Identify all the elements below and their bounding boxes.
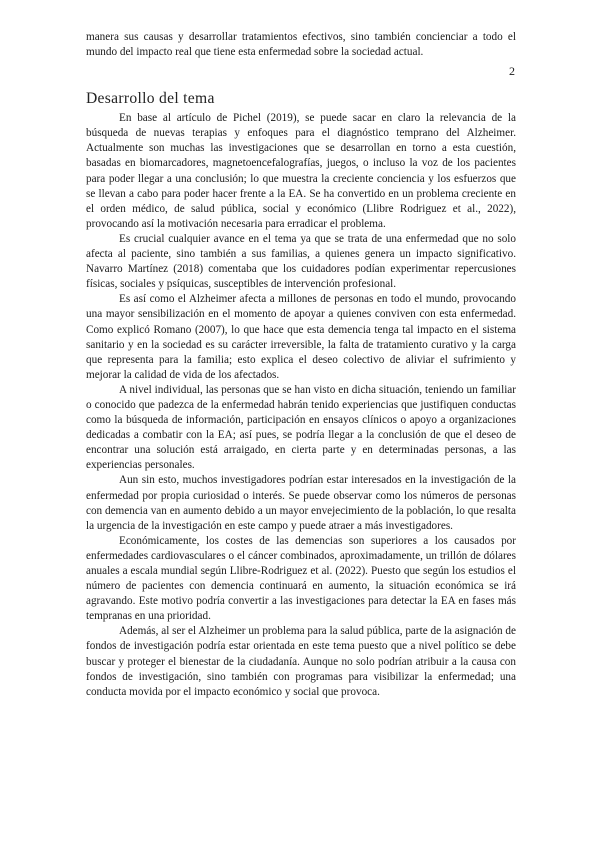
paragraph-awareness: Es así como el Alzheimer afecta a millones de personas en todo el mundo, provocando una mayor sensibilización en el momento de apoyar a quienes conviven con esta enfermedad. Como explicó Romano (2007), lo que hace que esta demencia tenga tal impacto en el sistema sanitario y en la sociedad es su carácter irreversible, la falta de tratamiento curativo y la carga que representa para la familia; esto explica el deseo colectivo de aliviar el sufrimiento y mejorar la calidad de vida de los afectados. (86, 293, 516, 381)
paragraph-individual: A nivel individual, las personas que se han visto en dicha situación, teniendo un familiar o conocido que padezca de la enfermedad habrán tenido experiencias que justifiquen conductas como la búsqueda de información, participación en ensayos clínicos o apoyo a organizaciones dedicadas a combatir con la EA; así pues, se podría llegar a la conclusión de que el deseo de encontrar una solución está arraigado, en cierta parte y en determinadas personas, a las experiencias personales. (86, 383, 516, 472)
paragraph-pichel: En base al artículo de Pichel (2019), se puede sacar en claro la relevancia de la búsqueda de nuevas terapias y enfoques para el diagnóstico temprano del Alzheimer. Actualmente son muchas las investigaciones que se desarrollan en torno a esta cuestión, basadas en biomarcadores, magnetoencefalografías, juegos, o incluso la voz de los pacientes para poder llegar a una conclusión; lo que muestra la creciente conciencia y los esfuerzos que se llevan a cabo para poder hacer frente a la EA. Se ha convertido en un problema creciente en el orden médico, de salud pública, social y económico (Llibre Rodriguez et al., 2022), provocando así la motivación necesaria para erradicar el problema. (86, 112, 516, 230)
document-page (86, 30, 516, 700)
section-heading: Desarrollo del tema (86, 90, 215, 108)
paragraph-families: Es crucial cualquier avance en el tema ya que se trata de una enfermedad que no solo afecta al paciente, sino también a sus familias, a quienes genera un impacto significativo. Navarro Martínez (2018) comentaba que los cuidadores podían experimentar repercusiones físicas, sociales y psíquicas, susceptibles de intervención profesional. (86, 232, 516, 291)
paragraph-researchers: Aun sin esto, muchos investigadores podrían estar interesados en la investigación de la enfermedad por propia curiosidad o interés. Se puede observar como los números de personas con demencia van en aumento debido a un mayor envejecimiento de la población, lo que resalta la urgencia de la investigación en este campo y puede atraer a más investigadores. (86, 474, 516, 532)
intro-paragraph-tail: manera sus causas y desarrollar tratamientos efectivos, sino también concienciar a todo el mundo del impacto real que tiene esta enfermedad sobre la sociedad actual. (86, 31, 516, 59)
page-number: 2 (509, 64, 515, 79)
paragraph-economic: Económicamente, los costes de las demencias son superiores a los causados por enfermedades cardiovasculares o el cáncer combinados, aproximadamente, un trillón de dólares anuales a escala mundial según Llibre-Rodriguez et al. (2022). Puesto que según los estudios el número de pacientes con demencia continuará en aumento, la situación económica se irá agravando. Este motivo podría convertir a las investigaciones para detectar la EA en fases más tempranas en una prioridad. (86, 534, 516, 623)
paragraph-public-health: Además, al ser el Alzheimer un problema para la salud pública, parte de la asignación de fondos de investigación podría estar orientada en este tema puesto que a nivel político se debe buscar y proteger el bienestar de la ciudadanía. Aunque no solo podrían atribuir a la causa con fondos de investigación, sino también con programas para visibilizar la enfermedad; una conducta movida por el impacto económico y social que provoca. (86, 625, 516, 698)
